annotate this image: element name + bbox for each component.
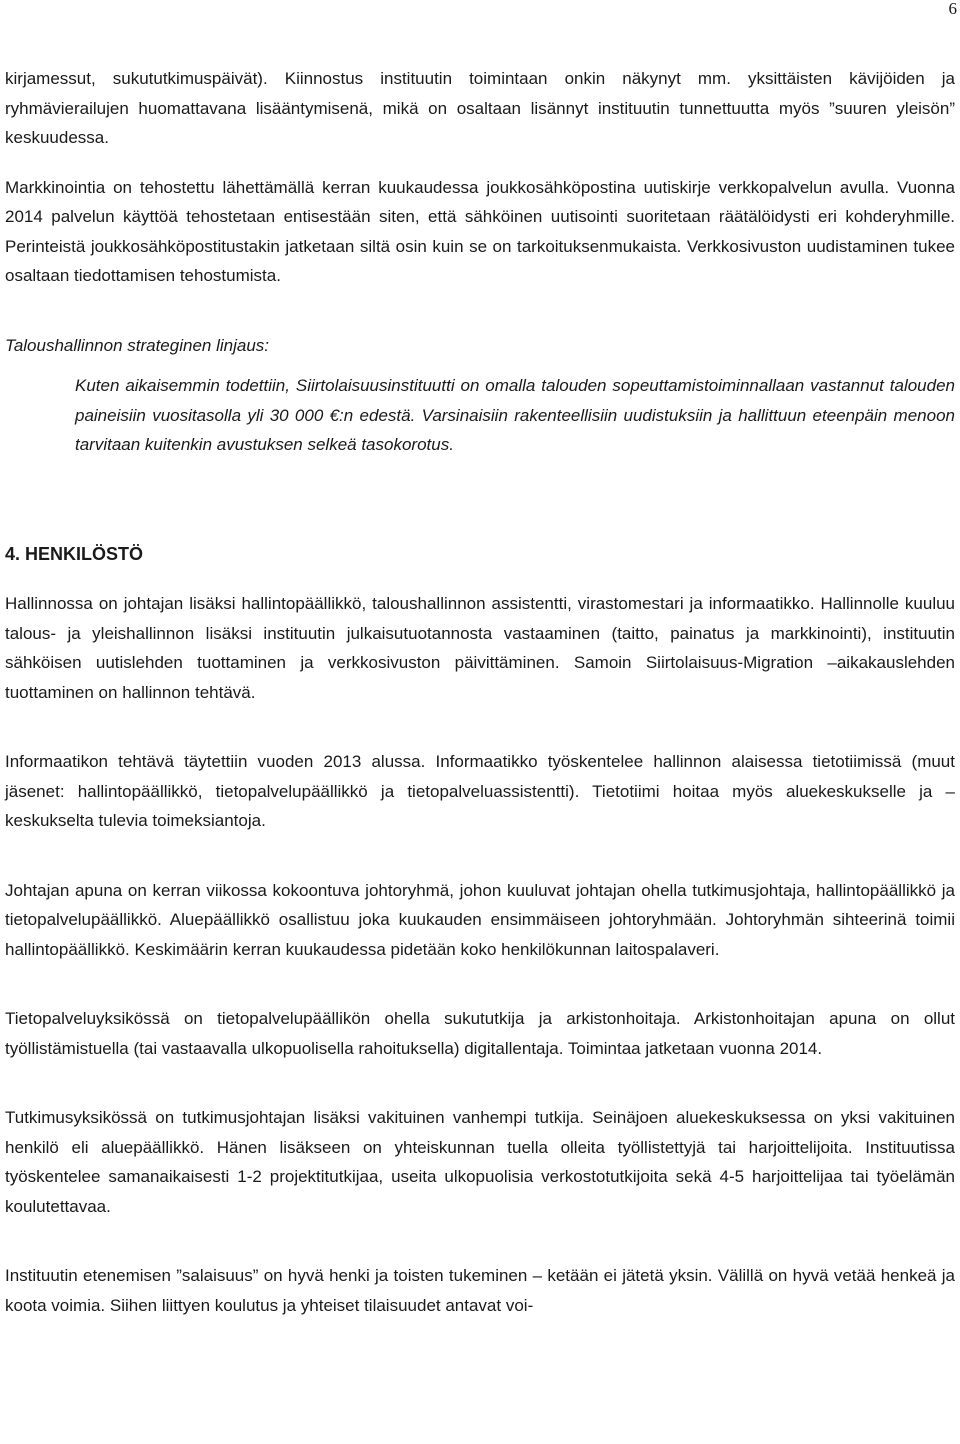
paragraph-team-spirit: Instituutin etenemisen ”salaisuus” on hyvä henki ja toisten tukeminen – ketään ei jätetä yksin. Välillä on hyvä vetää henkeä ja koota voimia. Siihen liittyen koulutus ja yhteiset tilaisuudet antavat voi- xyxy=(5,1266,955,1315)
paragraph-management-team: Johtajan apuna on kerran viikossa kokoontuva johtoryhmä, johon kuuluvat johtajan ohella tutkimusjohtaja, hallintopäällikkö ja tietopalvelupäällikkö. Aluepäällikkö osallistuu joka kuukauden ensimmäiseen johtoryhmään. Johtoryhmän sihteerinä toimii hallintopäällikkö. Keskimäärin kerran kuukaudessa pidetään koko henkilökunnan laitospalaveri. xyxy=(5,880,955,959)
section-heading-personnel: 4. HENKILÖSTÖ xyxy=(5,543,144,564)
paragraph-marketing-newsletter: Markkinointia on tehostettu lähettämällä kerran kuukaudessa joukkosähköpostina uutiskirje verkkopalvelun avulla. Vuonna 2014 palvelun käyttöä tehostetaan entisestään siten, että sähköinen uutisointi suoritetaan räätälöidysti eri kohderyhmille. Perinteistä joukkosähköpostitustakin jatketaan siltä osin kuin se on tarkoituksenmukaista. Verkkosivuston uudistaminen tukee osaltaan tiedottamisen tehostumista. xyxy=(5,177,955,285)
strategy-text: Kuten aikaisemmin todettiin, Siirtolaisuusinstituutti on omalla talouden sopeuttamistoiminnallaan vastannut talouden paineisiin vuositasolla yli 30 000 €:n edestä. Varsinaisiin rakenteellisiin uudistuksiin ja hallittuun eteenpäin menoon tarvitaan kuitenkin avustuksen selkeä tasokorotus. xyxy=(75,376,955,454)
paragraph-research-unit: Tutkimusyksikössä on tutkimusjohtajan lisäksi vakituinen vanhempi tutkija. Seinäjoen aluekeskuksessa on yksi vakituinen henkilö eli aluepäällikkö. Hänen lisäkseen on yhteiskunnan tuella olleita työllistettyjä tai harjoittelijoita. Instituutissa työskentelee samanaikaisesti 1-2 projektitutkijaa, useita ulkopuolisia verkostotutkijoita sekä 4-5 harjoittelijaa tai työelämän koulutettavaa. xyxy=(5,1108,955,1216)
paragraph-marketing-intro: kirjamessut, sukututkimuspäivät). Kiinnostus instituutin toimintaan onkin näkynyt mm. yksittäisten kävijöiden ja ryhmävierailujen huomattavana lisääntymisenä, mikä on osaltaan lisännyt instituutin tunnettuutta myös ”suuren yleisön” keskuudessa. xyxy=(5,69,955,147)
strategy-label: Taloushallinnon strateginen linjaus: xyxy=(5,335,269,355)
paragraph-information-services: Tietopalveluyksikössä on tietopalvelupäällikön ohella sukututkija ja arkistonhoitaja. Arkistonhoitajan apuna on ollut työllistämistuella (tai vastaavalla ulkopuolisella rahoituksella) digitallentaja. Toimintaa jatketaan vuonna 2014. xyxy=(5,1009,955,1058)
paragraph-administration: Hallinnossa on johtajan lisäksi hallintopäällikkö, taloushallinnon assistentti, virastomestari ja informaatikko. Hallinnolle kuuluu talous- ja yleishallinnon lisäksi instituutin julkaisutuotannosta vastaaminen (taitto, painatus ja markkinointi), instituutin sähköisen uutislehden tuottaminen ja verkkosivuston päivittäminen. Samoin Siirtolaisuus-Migration –aikakauslehden tuottaminen on hallinnon tehtävä. xyxy=(5,594,955,702)
page-number: 6 xyxy=(948,0,957,18)
paragraph-informatician: Informaatikon tehtävä täytettiin vuoden 2013 alussa. Informaatikko työskentelee hallinnon alaisessa tietotiimissä (muut jäsenet: hallintopäällikkö, tietopalvelupäällikkö ja tietopalveluassistentti). Tietotiimi hoitaa myös aluekeskukselle ja –keskukselta tulevia toimeksiantoja. xyxy=(5,752,955,830)
document-body xyxy=(5,64,955,1320)
